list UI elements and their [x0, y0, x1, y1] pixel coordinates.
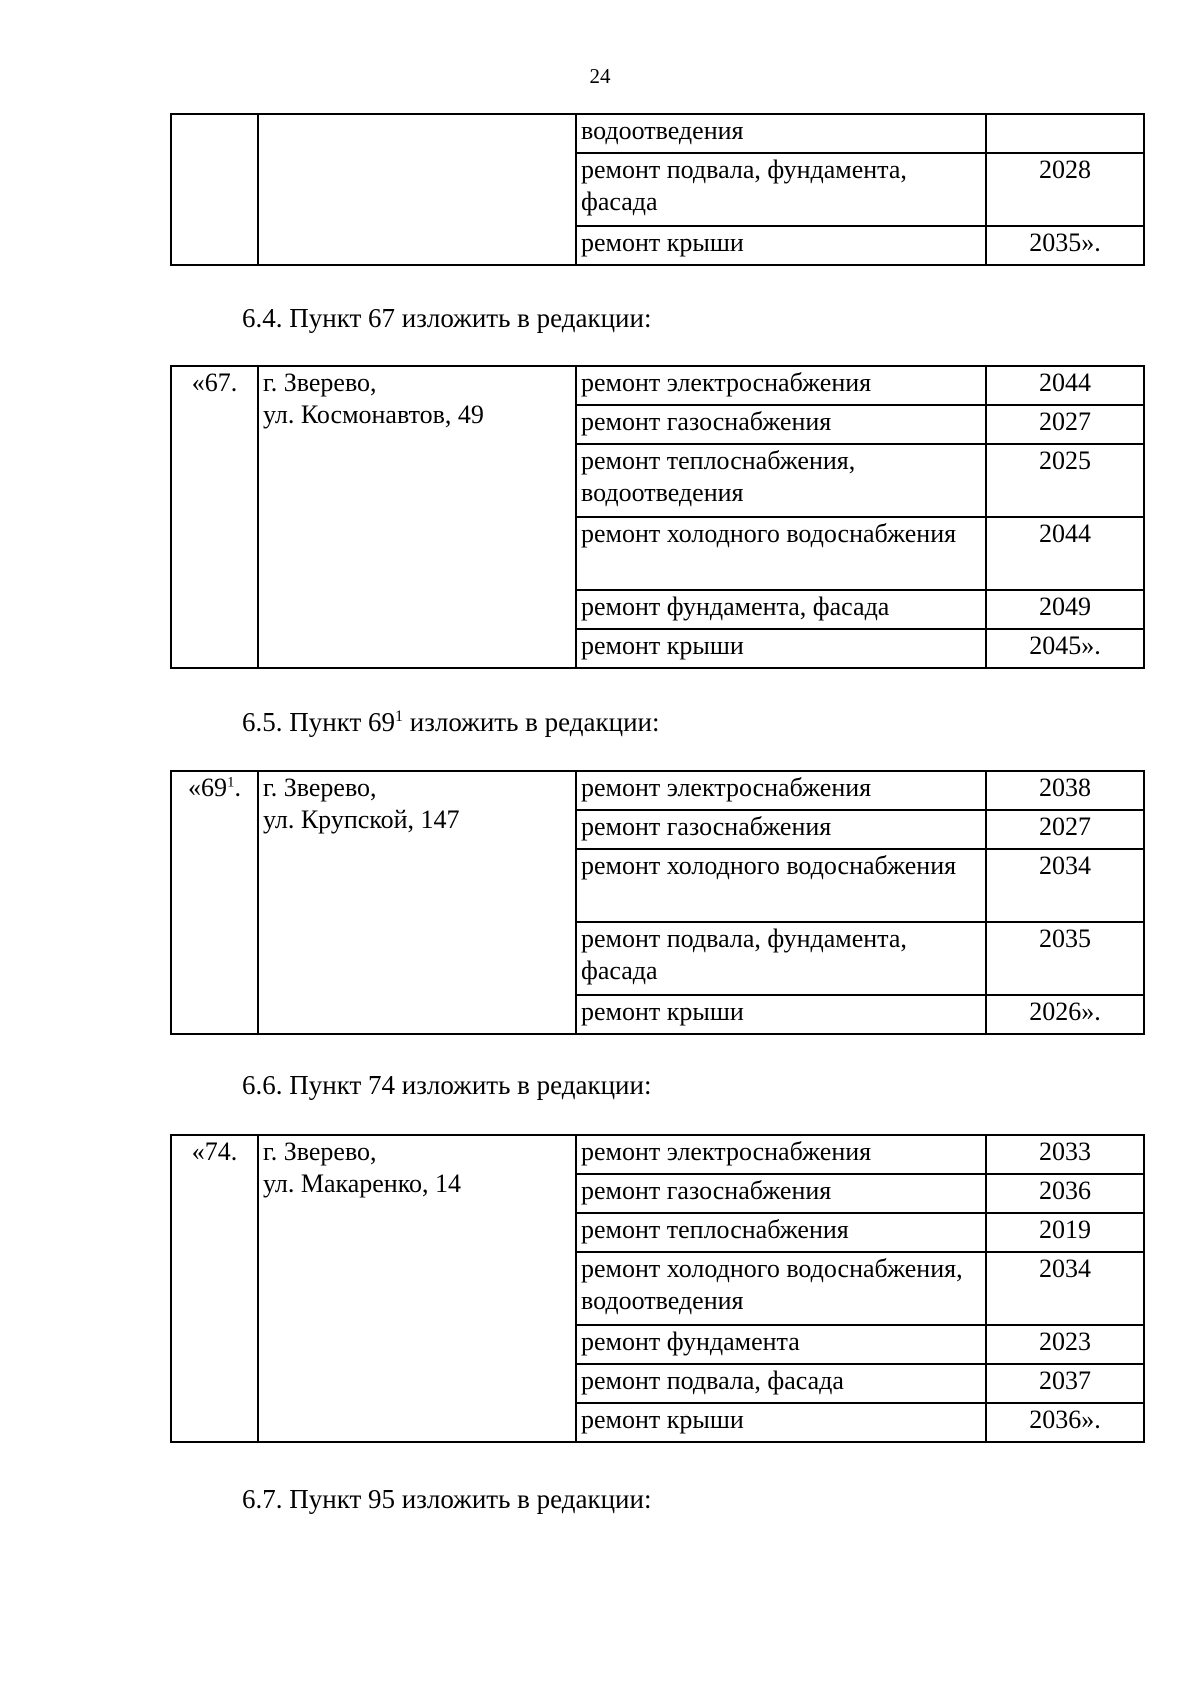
year-cell: 2035».	[986, 226, 1144, 265]
section-heading-6-6	[242, 1070, 651, 1101]
address-street: ул. Макаренко, 14	[263, 1169, 462, 1198]
heading-text: 6.6. Пункт 74 изложить в редакции:	[242, 1070, 652, 1100]
heading-text: 6.4. Пункт 67 изложить в редакции:	[242, 303, 652, 333]
heading-text: 6.5. Пункт 69	[242, 707, 396, 737]
heading-text-tail: изложить в редакции:	[403, 707, 660, 737]
work-cell: ремонт подвала, фасада	[576, 1364, 986, 1403]
year-cell: 2033	[986, 1135, 1144, 1174]
year-cell: 2026».	[986, 995, 1144, 1034]
work-cell: ремонт теплоснабжения, водоотведения	[576, 444, 986, 517]
work-cell: ремонт электроснабжения	[576, 366, 986, 405]
work-cell: ремонт крыши	[576, 226, 986, 265]
work-cell: ремонт крыши	[576, 629, 986, 668]
work-cell: ремонт холодного водоснабжения, водоотведения	[576, 1252, 986, 1325]
work-cell: ремонт теплоснабжения	[576, 1213, 986, 1252]
item-number-text: «69	[188, 773, 227, 802]
year-cell: 2049	[986, 590, 1144, 629]
work-cell: ремонт газоснабжения	[576, 405, 986, 444]
address-cell	[258, 114, 576, 265]
year-cell: 2028	[986, 153, 1144, 226]
year-cell: 2045».	[986, 629, 1144, 668]
work-cell: ремонт фундамента, фасада	[576, 590, 986, 629]
section-heading-6-7	[242, 1484, 651, 1515]
year-cell: 2025	[986, 444, 1144, 517]
address-cell	[258, 771, 576, 1034]
year-cell: 2035	[986, 922, 1144, 995]
item-table-74	[170, 1134, 1145, 1443]
number-cell	[171, 114, 258, 265]
item-number	[171, 771, 258, 1034]
year-cell: 2023	[986, 1325, 1144, 1364]
work-cell: ремонт подвала, фундамента, фасада	[576, 153, 986, 226]
address-street: ул. Космонавтов, 49	[263, 400, 484, 429]
year-cell: 2034	[986, 849, 1144, 922]
work-cell: ремонт газоснабжения	[576, 810, 986, 849]
year-cell: 2036».	[986, 1403, 1144, 1442]
heading-text: 6.7. Пункт 95 изложить в редакции:	[242, 1484, 652, 1514]
year-cell: 2027	[986, 405, 1144, 444]
item-number-superscript: 1	[227, 774, 235, 791]
item-table-69-1	[170, 770, 1145, 1035]
address-city: г. Зверево,	[263, 368, 377, 397]
item-number: «74.	[171, 1135, 258, 1442]
address-cell	[258, 366, 576, 668]
year-cell: 2034	[986, 1252, 1144, 1325]
year-cell	[986, 114, 1144, 153]
work-cell: ремонт холодного водоснабжения	[576, 849, 986, 922]
year-cell: 2044	[986, 517, 1144, 590]
address-city: г. Зверево,	[263, 1137, 377, 1166]
item-number-tail: .	[234, 773, 241, 802]
work-cell: ремонт холодного водоснабжения	[576, 517, 986, 590]
year-cell: 2037	[986, 1364, 1144, 1403]
address-street: ул. Крупской, 147	[263, 805, 460, 834]
year-cell: 2036	[986, 1174, 1144, 1213]
section-heading-6-4	[242, 303, 651, 334]
work-cell: ремонт фундамента	[576, 1325, 986, 1364]
work-cell: ремонт крыши	[576, 995, 986, 1034]
address-city: г. Зверево,	[263, 773, 377, 802]
section-heading-6-5	[242, 707, 659, 738]
continuation-table	[170, 113, 1145, 266]
year-cell: 2019	[986, 1213, 1144, 1252]
work-cell: ремонт электроснабжения	[576, 1135, 986, 1174]
address-cell	[258, 1135, 576, 1442]
item-number: «67.	[171, 366, 258, 668]
work-cell: водоотведения	[576, 114, 986, 153]
work-cell: ремонт электроснабжения	[576, 771, 986, 810]
year-cell: 2044	[986, 366, 1144, 405]
item-table-67	[170, 365, 1145, 669]
year-cell: 2038	[986, 771, 1144, 810]
work-cell: ремонт крыши	[576, 1403, 986, 1442]
work-cell: ремонт газоснабжения	[576, 1174, 986, 1213]
page-number: 24	[589, 64, 611, 88]
work-cell: ремонт подвала, фундамента, фасада	[576, 922, 986, 995]
year-cell: 2027	[986, 810, 1144, 849]
heading-superscript: 1	[395, 708, 404, 725]
